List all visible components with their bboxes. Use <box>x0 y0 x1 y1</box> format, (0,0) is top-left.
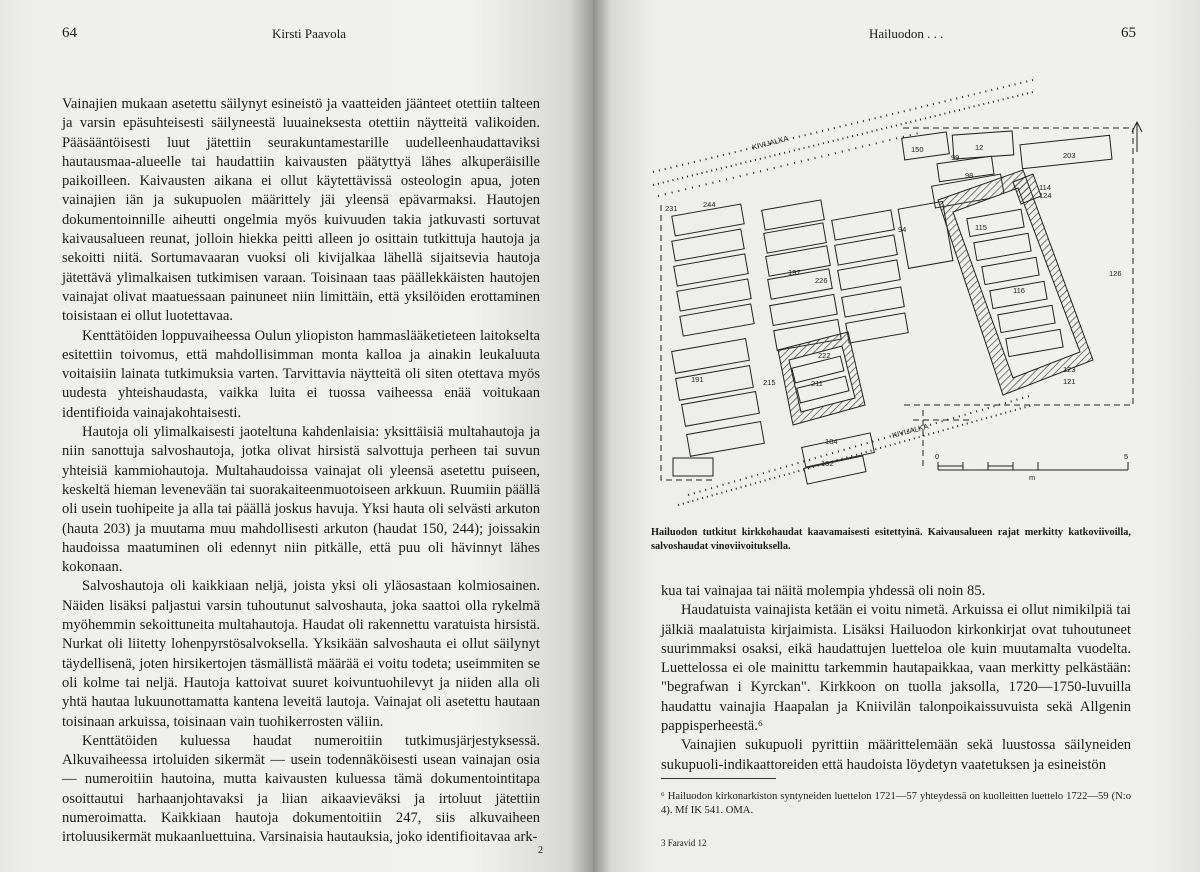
figure-label: 5 <box>1124 452 1129 461</box>
footnote-rule <box>661 778 776 779</box>
figure-label: 114 <box>1039 183 1051 192</box>
figure-label: 231 <box>665 204 678 213</box>
salvos-grave-large <box>938 170 1093 395</box>
figure-label: 150 <box>911 145 924 154</box>
footnote: ⁶ Hailuodon kirkonarkiston syntyneiden luettelon 1721—57 yhteydessä on kuolleitten luettelo 1722—59 (N:o 4). Mf IK 541. OMA. <box>661 791 1131 816</box>
graves-left <box>672 204 765 476</box>
figure-label: 126 <box>1109 269 1122 278</box>
paragraph: Vainajien sukupuoli pyrittiin määrittelemään sekä luustossa säilyneiden sukupuoli-indikaattoreiden että haudoista löydetyn vaatetuksen ja esineistön <box>661 737 1131 773</box>
figure-label: 211 <box>811 379 823 388</box>
figure-label: 116 <box>1013 286 1025 295</box>
figure-label: 94 <box>898 225 907 234</box>
paragraph: Salvoshautoja oli kaikkiaan neljä, joista yksi oli yläosastaan kolmiosainen. Näiden lisäksi paljastui varsin tuhoutunut salvoshauta, joka saattoi olla rykelmä myöhemmin sekoittuneita multahautoja. Haudat oli rakennettu varatuista hirsistä. Nurkat oli liitetty lohenpyrstösalvoksella. Yksikään salvoshauta ei ollut säilynyt täydellisenä, joten hirsikertojen täsmällistä määrää ei voitu todeta; useimmiten se oli kolme tai neljä. Hautoja kattoivat suuret koivuntuohilevyt ja niiden alla oli yhtä hautaa lukuunottamatta kantena leveitä lautoja. Vainajat oli asetettu hautaan toisinaan arkuissa, toisinaan vain tuohikerrosten väliin. <box>62 578 540 730</box>
figure-label: 115 <box>975 223 987 232</box>
excavation-plan-figure <box>593 0 1200 520</box>
figure-label: 191 <box>691 375 704 384</box>
figure-label: KIVIJALKA <box>751 133 790 152</box>
paragraph: kua tai vainajaa tai näitä molempia yhdessä oli noin 85. <box>661 583 986 599</box>
left-bottom-number: 2 <box>538 845 543 856</box>
left-body-text <box>62 95 540 848</box>
figure-label: m <box>1029 473 1036 482</box>
paragraph: Vainajien mukaan asetettu säilynyt esineistö ja vaatteiden jäänteet otettiin talteen ja varsin epäsuhteisesti säilyneestä luuaineksesta otettiin näytteitä valikoiden. Pääsääntöisesti luut jätettiin seurakuntamestarille uudelleenhaudattaviksi hautausmaa-alueelle tai haudattiin kaivausten päätyttyä lähes alkuperäisille paikoilleen. Kaivausten aikana ei ollut käytettävissä osteologin apua, joten vainajien iän ja sukupuolen määrittely jäi yleensä epävarmaksi. Hautojen dokumentoinnille aiheutti ongelmia myös kuivuuden takia jatkuvasti sortuvat kaivausalueen reunat, jolloin hiekka peitti alleen jo osittain tutkittuja hautoja ja sekoitti niitä. Sortumavaaran vuoksi oli kivijalkaa lähellä sijaitsevia hautoja jätettävä ylimalkaisen tutkimisen varaan. Toisinaan taas päällekkäisten hautojen vainajat olivat maatuessaan painuneet niin limittäin, että yksilöiden erottaminen toisistaan ei ollut luotettavaa. <box>62 96 540 325</box>
figure-label: KIVIJALKA <box>891 421 930 440</box>
figure-label: 203 <box>1063 151 1076 160</box>
paragraph: Kenttätöiden loppuvaiheessa Oulun yliopiston hammaslääketieteen laitokselta esitettiin toivomus, että mahdollisimman monta kalloa ja ainakin leukaluuta voitaisiin lainata tutkimuksia varten. Tarvittavia näytteitä oli siten otettava myös uudesta yhteishaudasta, vaikka luita ei tuossa vaiheessa enää voitukaan identifioida vainajakohtaisesti. <box>62 327 540 421</box>
left-page-number: 64 <box>62 25 77 41</box>
figure-label: 222 <box>818 351 831 360</box>
figure-label: 184 <box>825 437 838 446</box>
paragraph: Kenttätöiden kuluessa haudat numeroitiin tutkimusjärjestyksessä. Alkuvaiheessa irtoluiden sikermät — usein todennäköisesti usean vainajan osia — numeroitiin hautoina, mutta kaivausten kuluessa tämä dokumentointitapa osoittautui harhaanjohtavaksi ja liian aikaavieväksi ja irtoluut jätettiin numeroimatta. Kaikkiaan hautoja dokumentoitiin 247, siis alkuvaiheen irtoluusikermät mukaanluettuina. Varsinaisia hautauksia, joko identifioitavaa ark- <box>62 732 540 846</box>
figure-label: 124 <box>1039 191 1052 200</box>
left-running-head: Kirsti Paavola <box>272 26 347 41</box>
figure-label: 99 <box>951 153 960 162</box>
right-page <box>593 0 1200 872</box>
right-page-number: 65 <box>1121 25 1136 41</box>
right-body-text <box>661 582 1131 775</box>
figure-label: 0 <box>935 452 940 461</box>
figure-label: 244 <box>703 200 716 209</box>
signature-mark: 3 Faravid 12 <box>661 838 707 848</box>
figure-label: 197 <box>788 268 801 277</box>
north-arrow-icon <box>1132 122 1142 152</box>
paragraph: Hautoja oli ylimalkaisesti jaoteltuna kahdenlaisia: yksittäisiä multahautoja ja niin sanottuja salvoshautoja, jotka olivat hirsistä salvottuja perheen tai suvun yhteisiä kammiohautoja. Multahaudoissa vainajat oli yleensä asetettu puiseen, keskeltä hieman levenevään tai suorakaiteenmuotoiseen arkkuun. Ruumiin päällä oli usein tuohipeite ja alla tai päällä joskus havuja. Yksi hauta oli selvästi arkuton (hauta 203) ja muutama muu mahdollisesti arkuton (haudat 150, 244); joissakin haudoissa maatuminen oli edennyt niin pitkälle, että puu oli hävinnyt lähes kokonaan. <box>62 424 540 576</box>
figure-label: 98 <box>965 171 974 180</box>
figure-caption: Hailuodon tutkitut kirkkohaudat kaavamaisesti esitettyinä. Kaivausalueen rajat merkitty katkoviivoilla, salvoshaudat vinoviivoituksella. <box>651 527 1131 552</box>
right-running-head: Hailuodon . . . <box>869 26 944 41</box>
figure-label: 12 <box>975 143 984 152</box>
left-page <box>0 0 593 872</box>
figure-label: 121 <box>1063 377 1076 386</box>
figure-label: 215 <box>763 378 776 387</box>
figure-label: 226 <box>815 276 828 285</box>
paragraph: Haudatuista vainajista ketään ei voitu nimetä. Arkuissa ei ollut nimikilpiä tai jälkiä maalatuista kirjaimista. Lisäksi Hailuodon kirkonkirjat ovat tuhoutuneet suurimmaksi osaksi, eikä haudattujen luetteloa ole kuin muutamalta vuodelta. Luettelossa ei ole mainittu tarkemmin hautapaikkaa, vaan merkitty pelkästään: "begrafwan i Kyrckan". Kirkkoon on tuolla jaksolla, 1720—1750-luvuilla haudattu vainajia Haapalan ja Kniivilän talonpoikaissuvuista sekä Allgenin pappisperheestä.⁶ <box>661 602 1131 735</box>
figure-label: 182 <box>821 459 834 468</box>
scale-bar <box>938 462 1128 470</box>
foundation-bottom-band <box>678 395 1036 505</box>
figure-label: 123 <box>1063 365 1076 374</box>
